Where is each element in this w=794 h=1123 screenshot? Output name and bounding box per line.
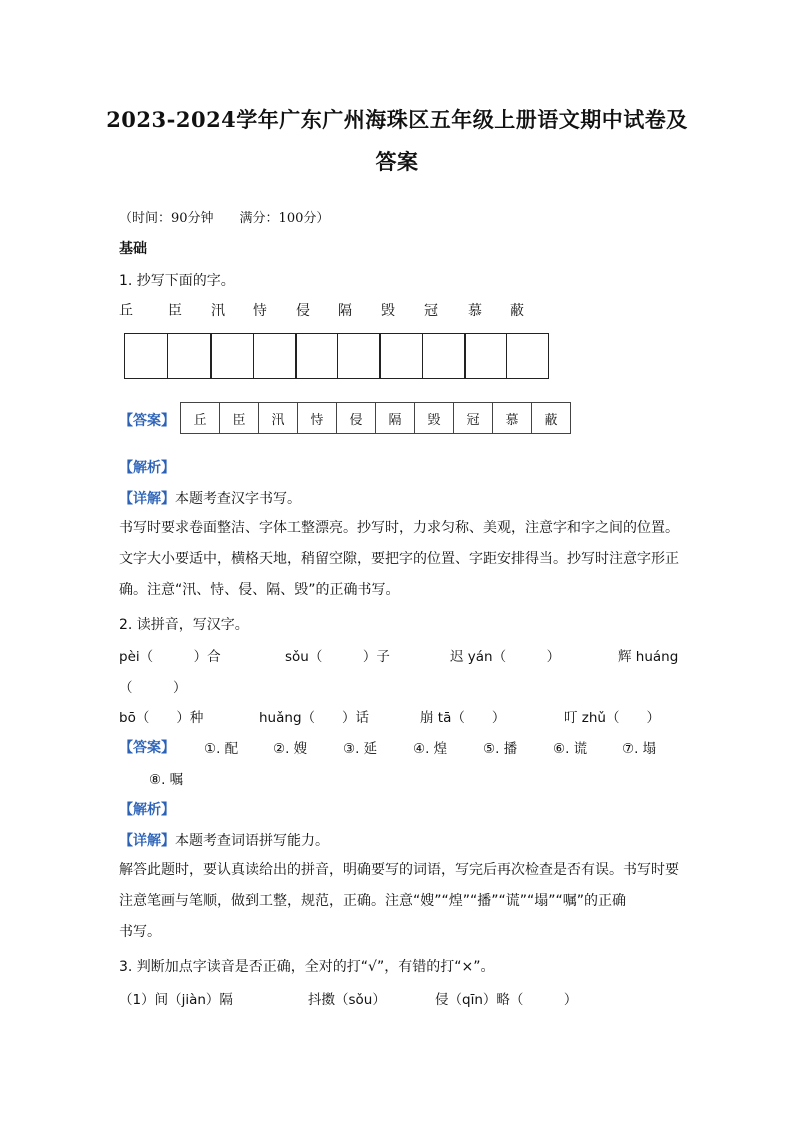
- q1-char: 蔽: [510, 303, 524, 319]
- q2-answer: ⑧. 嘱: [149, 772, 184, 788]
- paragraph-line: 确。注意“汛、恃、侵、隔、毁”的正确书写。: [119, 582, 400, 598]
- q3-prompt: 3. 判断加点字读音是否正确，全对的打“√”，有错的打“×”。: [119, 959, 495, 975]
- q2-answer: ⑥. 谎: [553, 741, 588, 757]
- q3-item: 侵（qīn）略（ ）: [435, 992, 578, 1008]
- answer-cell: 丘: [180, 402, 220, 434]
- answer-cell: 臣: [219, 402, 259, 434]
- q2-analysis-label: 【解析】: [119, 802, 175, 818]
- page-title-line1: 2023-2024学年广东广州海珠区五年级上册语文期中试卷及: [106, 107, 688, 132]
- paragraph-line: 解答此题时，要认真读给出的拼音，明确要写的词语，写完后再次检查是否有误。书写时要: [119, 862, 679, 878]
- q1-detail: [119, 488, 301, 508]
- q2-detail-label: 【详解】: [119, 833, 175, 849]
- paragraph-line: 注意笔画与笔顺，做到工整，规范，正确。注意“嫂”“煌”“播”“谎”“塌”“嘱”的正确: [119, 893, 627, 909]
- q2-explanation: [119, 855, 679, 948]
- q2-answer: ①. 配: [204, 741, 239, 757]
- paragraph-line: 文字大小要适中，横格天地，稍留空隙，要把字的位置、字距安排得当。抄写时注意字形正: [119, 551, 679, 567]
- paragraph-line: 书写。: [119, 924, 161, 940]
- q1-explanation: [119, 513, 679, 606]
- answer-cell: 隔: [375, 402, 415, 434]
- answer-cell: 蔽: [531, 402, 571, 434]
- q2-answer: ⑦. 塌: [622, 741, 657, 757]
- q1-detail-text: 本题考查汉字书写。: [175, 491, 301, 507]
- q1-analysis-label: 【解析】: [119, 460, 175, 476]
- q2-answer-label: 【答案】: [119, 740, 175, 756]
- q1-char: 冠: [424, 303, 438, 319]
- q2-prompt: 2. 读拼音，写汉字。: [119, 617, 249, 633]
- q1-answer-grid: [180, 402, 571, 434]
- writing-cell[interactable]: [379, 333, 423, 379]
- paragraph-line: 书写时要求卷面整洁、字体工整漂亮。抄写时，力求匀称、美观，注意字和字之间的位置。: [119, 520, 679, 536]
- q2-answer: ③. 延: [343, 741, 378, 757]
- section-heading: 基础: [119, 241, 147, 257]
- q1-char: 侵: [296, 303, 310, 319]
- writing-cell[interactable]: [167, 333, 212, 379]
- q3-item: （1）间（jiàn）隔: [119, 992, 233, 1008]
- q1-answer-label: 【答案】: [119, 413, 175, 429]
- writing-cell[interactable]: [464, 333, 507, 379]
- q2-detail: [119, 830, 329, 850]
- writing-cell[interactable]: [210, 333, 254, 379]
- q1-char: 隔: [338, 303, 352, 319]
- q3-item: 抖擞（sǒu）: [308, 992, 386, 1008]
- q2-answer: ②. 嫂: [273, 741, 308, 757]
- q2-item: bō（ ）种: [119, 710, 204, 726]
- answer-cell: 汛: [258, 402, 298, 434]
- q1-prompt: 1. 抄写下面的字。: [119, 273, 235, 289]
- q2-item: pèi（ ）合: [119, 649, 221, 665]
- q2-item-cont: （ ）: [119, 680, 187, 696]
- q2-item: 迟 yán（ ）: [450, 649, 561, 665]
- answer-cell: 慕: [492, 402, 532, 434]
- q2-item: 辉 huáng: [618, 649, 679, 665]
- q1-char: 慕: [468, 303, 482, 319]
- writing-cell[interactable]: [253, 333, 297, 379]
- writing-cell[interactable]: [295, 333, 338, 379]
- q2-item: sǒu（ ）子: [285, 649, 390, 665]
- answer-cell: 侵: [336, 402, 376, 434]
- q1-char: 臣: [168, 303, 182, 319]
- writing-cell[interactable]: [422, 333, 466, 379]
- q2-item: huǎng（ ）话: [259, 710, 370, 726]
- q2-detail-text: 本题考查词语拼写能力。: [175, 833, 329, 849]
- page-title-line2: 答案: [375, 149, 419, 174]
- q1-char: 丘: [119, 303, 133, 319]
- writing-cell[interactable]: [337, 333, 381, 379]
- q2-item: 叮 zhǔ（ ）: [564, 710, 660, 726]
- answer-cell: 毁: [414, 402, 454, 434]
- time-info: （时间：90分钟 满分：100分）: [119, 211, 330, 226]
- q1-writing-grid: [124, 333, 549, 379]
- q2-answer: ⑤. 播: [483, 741, 518, 757]
- writing-cell[interactable]: [506, 333, 549, 379]
- answer-cell: 恃: [297, 402, 337, 434]
- q2-item: 崩 tā（ ）: [420, 710, 506, 726]
- q2-answer: ④. 煌: [413, 741, 448, 757]
- q1-char: 汛: [211, 303, 225, 319]
- q1-char: 毁: [381, 303, 395, 319]
- writing-cell[interactable]: [124, 333, 168, 379]
- answer-cell: 冠: [453, 402, 493, 434]
- q1-char: 恃: [253, 303, 267, 319]
- q1-detail-label: 【详解】: [119, 491, 175, 507]
